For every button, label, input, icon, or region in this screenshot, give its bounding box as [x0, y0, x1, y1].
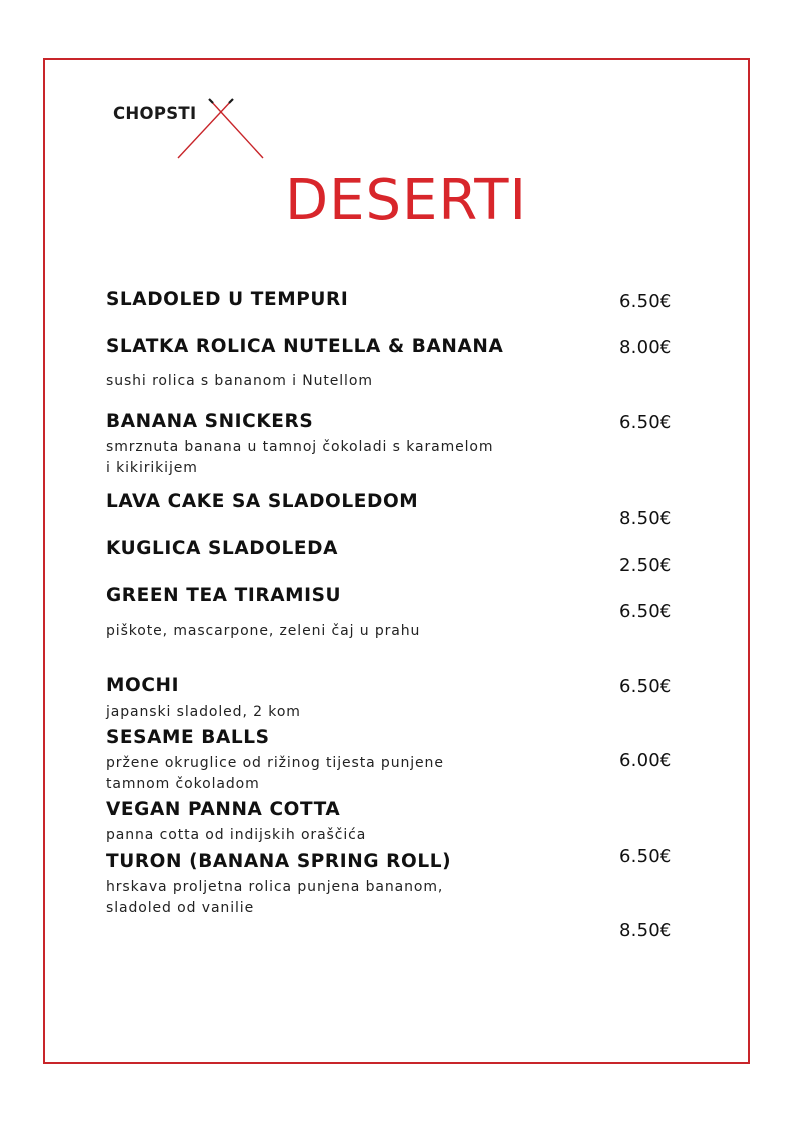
menu-item-name: BANANA SNICKERS — [106, 411, 314, 432]
menu-item-description: pržene okruglice od rižinog tijesta punjene — [106, 755, 444, 771]
menu-item-price: 6.50€ — [619, 846, 672, 867]
chopstix-logo — [113, 96, 273, 162]
menu-item-price: 6.50€ — [619, 601, 672, 622]
menu-item-price: 6.00€ — [619, 750, 672, 771]
chopsticks-x-icon — [113, 96, 273, 162]
menu-item-name: SESAME BALLS — [106, 727, 270, 748]
menu-item-name: MOCHI — [106, 675, 180, 696]
menu-item-description: smrznuta banana u tamnoj čokoladi s karamelom — [106, 439, 494, 455]
menu-item-description: hrskava proljetna rolica punjena bananom, — [106, 879, 444, 895]
menu-item-description: panna cotta od indijskih oraščića — [106, 827, 367, 843]
page-title: DESERTI — [285, 168, 527, 233]
menu-item-description: piškote, mascarpone, zeleni čaj u prahu — [106, 623, 421, 639]
menu-item-description: sushi rolica s bananom i Nutellom — [106, 373, 373, 389]
menu-item-price: 6.50€ — [619, 291, 672, 312]
menu-item-price: 6.50€ — [619, 412, 672, 433]
menu-item-name: GREEN TEA TIRAMISU — [106, 585, 342, 606]
menu-item-price: 8.50€ — [619, 920, 672, 941]
menu-item-name: LAVA CAKE SA SLADOLEDOM — [106, 491, 419, 512]
menu-item-name: TURON (BANANA SPRING ROLL) — [106, 851, 452, 872]
menu-item-price: 8.50€ — [619, 508, 672, 529]
menu-item-description-line2: sladoled od vanilie — [106, 900, 255, 916]
menu-item-description-line2: i kikirikijem — [106, 460, 198, 476]
menu-item-name: SLATKA ROLICA NUTELLA & BANANA — [106, 336, 504, 357]
menu-item-price: 2.50€ — [619, 555, 672, 576]
menu-item-name: VEGAN PANNA COTTA — [106, 799, 341, 820]
menu-item-description-line2: tamnom čokoladom — [106, 776, 260, 792]
menu-item-description: japanski sladoled, 2 kom — [106, 704, 301, 720]
menu-item-price: 6.50€ — [619, 676, 672, 697]
menu-item-name: KUGLICA SLADOLEDA — [106, 538, 339, 559]
logo-text: CHOPSTI — [113, 104, 197, 123]
menu-item-name: SLADOLED U TEMPURI — [106, 289, 349, 310]
menu-item-price: 8.00€ — [619, 337, 672, 358]
